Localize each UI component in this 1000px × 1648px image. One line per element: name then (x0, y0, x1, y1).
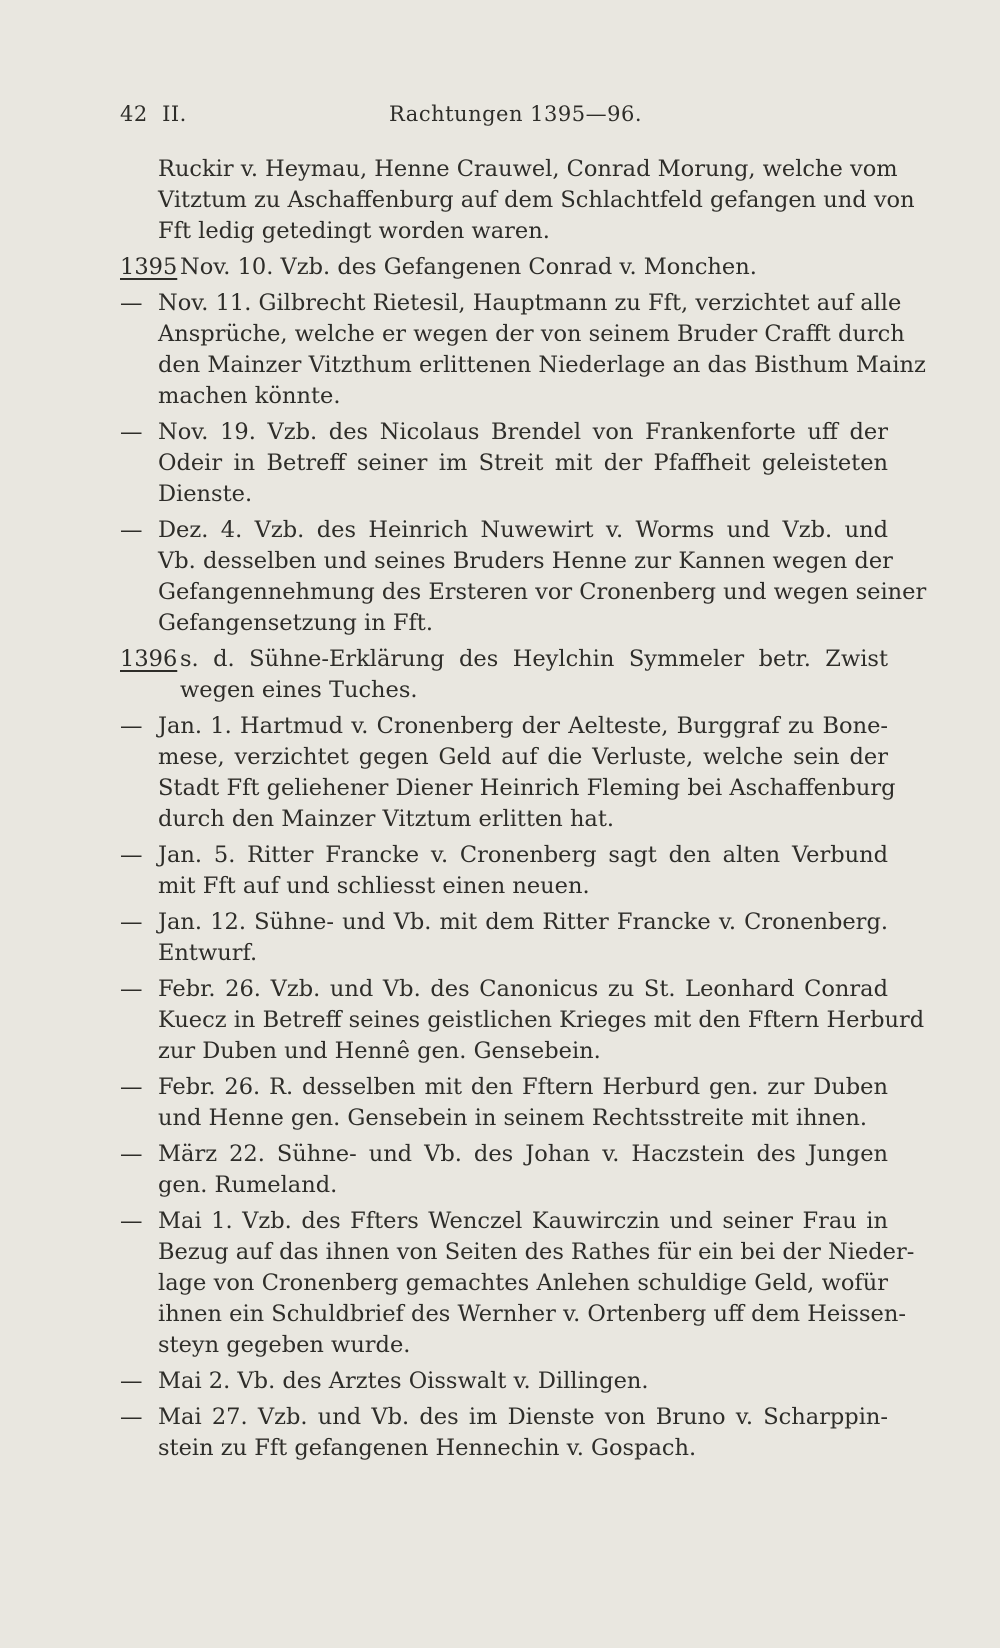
text-line: Gefangennehmung des Ersteren vor Cronenberg und wegen seiner (158, 579, 927, 605)
ditto-dash: — (120, 1141, 143, 1167)
register-entry (0, 1402, 888, 1464)
register-entry (0, 644, 888, 706)
text-line: mit Fft auf und schliesst einen neuen. (158, 873, 590, 899)
ditto-dash: — (120, 909, 143, 935)
text-line: Dienste. (158, 481, 253, 507)
ditto-dash: — (120, 419, 143, 445)
register-entry (0, 252, 888, 283)
text-line: Mai 27. Vzb. und Vb. des im Dienste von Bruno v. Scharppin- (158, 1404, 888, 1430)
entry-text (180, 644, 888, 706)
intro-paragraph (0, 154, 915, 247)
register-entry (0, 417, 888, 510)
page-number: 42 (120, 102, 148, 126)
text-line: Nov. 11. Gilbrecht Rietesil, Hauptmann zu Fft, verzichtet auf alle (158, 290, 902, 316)
ditto-dash: — (120, 517, 143, 543)
register-entry (0, 840, 888, 902)
text-line: lage von Cronenberg gemachtes Anlehen schuldige Geld, wofür (158, 1270, 888, 1296)
entry-year (120, 252, 177, 283)
text-line: wegen eines Tuches. (180, 677, 418, 703)
text-line: Bezug auf das ihnen von Seiten des Rathes für ein bei der Nieder- (158, 1239, 915, 1265)
text-line: stein zu Fft gefangenen Hennechin v. Gospach. (158, 1435, 697, 1461)
entry-text (158, 288, 926, 412)
text-line: Ruckir v. Heymau, Henne Crauwel, Conrad Morung, welche vom (158, 156, 898, 182)
page-header-left (120, 102, 187, 126)
text-line: und Henne gen. Gensebein in seinem Rechtsstreite mit ihnen. (158, 1105, 867, 1131)
entry-text (158, 1072, 888, 1134)
register-entry (0, 907, 888, 969)
text-line: s. d. Sühne-Erklärung des Heylchin Symmeler betr. Zwist (180, 646, 888, 672)
text-line: durch den Mainzer Vitztum erlitten hat. (158, 806, 615, 832)
text-line: mese, verzichtet gegen Geld auf die Verluste, welche sein der (158, 744, 888, 770)
text-line: Kuecz in Betreff seines geistlichen Krieges mit den Fftern Herburd (158, 1007, 925, 1033)
register-entry (0, 515, 927, 639)
text-line: den Mainzer Vitzthum erlittenen Niederlage an das Bisthum Mainz (158, 352, 926, 378)
ditto-dash: — (120, 1368, 143, 1394)
document-body (0, 154, 1000, 1469)
running-title: Rachtungen 1395—96. (389, 102, 642, 126)
entry-year (120, 644, 177, 675)
text-line: gen. Rumeland. (158, 1172, 338, 1198)
text-line: Mai 1. Vzb. des Ffters Wenczel Kauwirczin und seiner Frau in (158, 1208, 888, 1234)
entry-text (158, 907, 888, 969)
text-line: Jan. 5. Ritter Francke v. Cronenberg sagt den alten Verbund (158, 842, 888, 868)
text-line: Dez. 4. Vzb. des Heinrich Nuwewirt v. Worms und Vzb. und (158, 517, 888, 543)
entry-text (180, 252, 888, 283)
ditto-dash: — (120, 842, 143, 868)
entry-text (158, 1366, 888, 1397)
text-line: Fft ledig getedingt worden waren. (158, 218, 550, 244)
register-entry (0, 1206, 915, 1361)
text-line: zur Duben und Hennê gen. Gensebein. (158, 1038, 601, 1064)
text-line: Febr. 26. R. desselben mit den Fftern Herburd gen. zur Duben (158, 1074, 888, 1100)
register-entry (0, 974, 925, 1067)
text-line: Gefangensetzung in Fft. (158, 610, 433, 636)
text-line: steyn gegeben wurde. (158, 1332, 411, 1358)
entry-text (158, 711, 896, 835)
entry-text (158, 417, 888, 510)
text-line: Entwurf. (158, 940, 258, 966)
entry-text (158, 1206, 915, 1361)
text-line: Vitztum zu Aschaffenburg auf dem Schlachtfeld gefangen und von (158, 187, 915, 213)
ditto-dash: — (120, 290, 143, 316)
register-entry (0, 1366, 888, 1397)
ditto-dash: — (120, 1074, 143, 1100)
entry-text (158, 1139, 888, 1201)
text-line: Jan. 12. Sühne- und Vb. mit dem Ritter Francke v. Cronenberg. (158, 909, 888, 935)
text-line: Nov. 19. Vzb. des Nicolaus Brendel von Frankenforte uff der (158, 419, 888, 445)
text-line: machen könnte. (158, 383, 341, 409)
text-line: Mai 2. Vb. des Arztes Oisswalt v. Dillingen. (158, 1368, 649, 1394)
text-line: Vb. desselben und seines Bruders Henne zur Kannen wegen der (158, 548, 893, 574)
entry-text (158, 974, 925, 1067)
entry-text (158, 840, 888, 902)
text-line: Nov. 10. Vzb. des Gefangenen Conrad v. Monchen. (180, 254, 757, 280)
year-text: 1395 (120, 254, 178, 280)
text-line: ihnen ein Schuldbrief des Wernher v. Ortenberg uff dem Heissen- (158, 1301, 906, 1327)
ditto-dash: — (120, 1404, 143, 1430)
year-text: 1396 (120, 646, 178, 672)
section-number: II. (162, 102, 187, 126)
entry-text (158, 1402, 888, 1464)
text-line: Ansprüche, welche er wegen der von seinem Bruder Crafft durch (158, 321, 905, 347)
register-entry (0, 1072, 888, 1134)
text-line: März 22. Sühne- und Vb. des Johan v. Haczstein des Jungen (158, 1141, 888, 1167)
ditto-dash: — (120, 976, 143, 1002)
register-entry (0, 711, 896, 835)
ditto-dash: — (120, 713, 143, 739)
text-line: Odeir in Betreff seiner im Streit mit der Pfaffheit geleisteten (158, 450, 888, 476)
entry-text (158, 515, 927, 639)
register-entry (0, 1139, 888, 1201)
text-line: Stadt Fft geliehener Diener Heinrich Fleming bei Aschaffenburg (158, 775, 896, 801)
text-line: Jan. 1. Hartmud v. Cronenberg der Aelteste, Burggraf zu Bone- (158, 713, 888, 739)
register-entry (0, 288, 926, 412)
ditto-dash: — (120, 1208, 143, 1234)
text-line: Febr. 26. Vzb. und Vb. des Canonicus zu St. Leonhard Conrad (158, 976, 888, 1002)
